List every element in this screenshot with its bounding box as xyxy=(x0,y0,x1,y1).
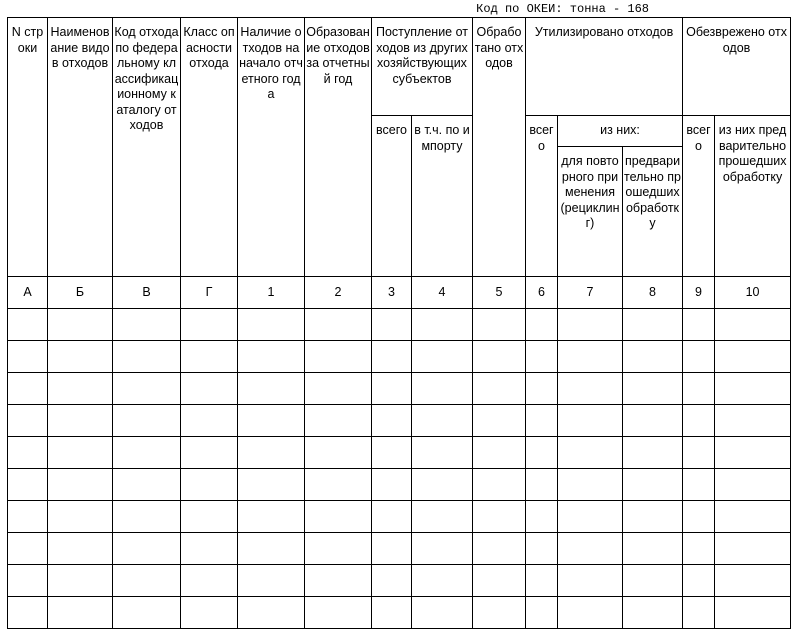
table-cell[interactable] xyxy=(238,437,305,469)
table-cell[interactable] xyxy=(526,437,558,469)
table-cell[interactable] xyxy=(372,341,412,373)
table-cell[interactable] xyxy=(113,437,181,469)
table-cell[interactable] xyxy=(238,373,305,405)
table-cell[interactable] xyxy=(683,437,715,469)
table-row xyxy=(8,501,791,533)
table-cell[interactable] xyxy=(238,309,305,341)
table-cell[interactable] xyxy=(623,533,683,565)
table-cell[interactable] xyxy=(238,565,305,597)
table-cell[interactable] xyxy=(181,309,238,341)
table-cell[interactable] xyxy=(48,405,113,437)
table-cell[interactable] xyxy=(305,597,372,629)
table-cell[interactable] xyxy=(683,533,715,565)
table-cell[interactable] xyxy=(473,565,526,597)
header-utilized-total: всего xyxy=(526,116,558,277)
table-cell[interactable] xyxy=(623,469,683,501)
table-cell[interactable] xyxy=(181,533,238,565)
column-number: 3 xyxy=(372,277,412,309)
table-cell[interactable] xyxy=(715,437,791,469)
table-cell[interactable] xyxy=(372,373,412,405)
table-cell[interactable] xyxy=(8,597,48,629)
table-cell[interactable] xyxy=(558,469,623,501)
table-cell[interactable] xyxy=(181,373,238,405)
column-number-row xyxy=(8,277,791,309)
table-cell[interactable] xyxy=(305,437,372,469)
column-number: 5 xyxy=(473,277,526,309)
table-row xyxy=(8,309,791,341)
table-cell[interactable] xyxy=(558,565,623,597)
table-cell[interactable] xyxy=(305,309,372,341)
table-cell[interactable] xyxy=(8,341,48,373)
table-cell[interactable] xyxy=(238,501,305,533)
column-number: Б xyxy=(48,277,113,309)
table-cell[interactable] xyxy=(558,309,623,341)
table-cell[interactable] xyxy=(558,373,623,405)
table-cell[interactable] xyxy=(8,469,48,501)
table-cell[interactable] xyxy=(558,597,623,629)
table-cell[interactable] xyxy=(372,437,412,469)
table-cell[interactable] xyxy=(683,341,715,373)
table-cell[interactable] xyxy=(305,405,372,437)
waste-report-table xyxy=(7,17,791,629)
table-cell[interactable] xyxy=(113,341,181,373)
table-cell[interactable] xyxy=(181,405,238,437)
table-cell[interactable] xyxy=(558,501,623,533)
table-row xyxy=(8,533,791,565)
table-cell[interactable] xyxy=(48,373,113,405)
column-number: 1 xyxy=(238,277,305,309)
table-cell[interactable] xyxy=(412,309,473,341)
column-number: 2 xyxy=(305,277,372,309)
table-cell[interactable] xyxy=(473,501,526,533)
header-utilized-of-which: из них: xyxy=(558,116,683,147)
table-cell[interactable] xyxy=(558,405,623,437)
table-cell[interactable] xyxy=(473,309,526,341)
table-cell[interactable] xyxy=(526,533,558,565)
header-received-import: в т.ч. по импорту xyxy=(412,116,473,277)
table-cell[interactable] xyxy=(623,373,683,405)
table-cell[interactable] xyxy=(48,501,113,533)
table-row xyxy=(8,597,791,629)
table-cell[interactable] xyxy=(305,341,372,373)
header-utilized-reuse: для повторного применения (рециклинг) xyxy=(558,147,623,277)
table-cell[interactable] xyxy=(412,405,473,437)
table-cell[interactable] xyxy=(412,373,473,405)
header-neutralized-total: всего xyxy=(683,116,715,277)
table-cell[interactable] xyxy=(238,533,305,565)
table-cell[interactable] xyxy=(372,469,412,501)
table-cell[interactable] xyxy=(8,565,48,597)
table-cell[interactable] xyxy=(48,309,113,341)
table-cell[interactable] xyxy=(48,341,113,373)
table-cell[interactable] xyxy=(473,437,526,469)
table-cell[interactable] xyxy=(623,565,683,597)
table-cell[interactable] xyxy=(305,373,372,405)
table-cell[interactable] xyxy=(48,565,113,597)
table-cell[interactable] xyxy=(412,469,473,501)
table-cell[interactable] xyxy=(683,501,715,533)
table-cell[interactable] xyxy=(412,533,473,565)
table-cell[interactable] xyxy=(113,469,181,501)
header-hazard-class: Класс опасности отхода xyxy=(181,18,238,277)
header-row-number: N строки xyxy=(8,18,48,277)
table-cell[interactable] xyxy=(305,501,372,533)
header-neutralized: Обезврежено отходов xyxy=(683,18,791,116)
table-cell[interactable] xyxy=(48,469,113,501)
table-cell[interactable] xyxy=(412,341,473,373)
table-cell[interactable] xyxy=(181,501,238,533)
table-cell[interactable] xyxy=(623,501,683,533)
table-cell[interactable] xyxy=(113,597,181,629)
table-cell[interactable] xyxy=(623,341,683,373)
table-cell[interactable] xyxy=(715,341,791,373)
table-cell[interactable] xyxy=(715,597,791,629)
table-cell[interactable] xyxy=(372,501,412,533)
table-cell[interactable] xyxy=(181,565,238,597)
table-row xyxy=(8,437,791,469)
table-cell[interactable] xyxy=(8,533,48,565)
table-cell[interactable] xyxy=(8,373,48,405)
table-cell[interactable] xyxy=(623,597,683,629)
table-row xyxy=(8,341,791,373)
table-cell[interactable] xyxy=(473,469,526,501)
table-row xyxy=(8,405,791,437)
table-cell[interactable] xyxy=(181,437,238,469)
table-cell[interactable] xyxy=(412,501,473,533)
table-cell[interactable] xyxy=(683,373,715,405)
column-number: Г xyxy=(181,277,238,309)
column-number: 9 xyxy=(683,277,715,309)
column-number: 7 xyxy=(558,277,623,309)
column-number: 6 xyxy=(526,277,558,309)
column-number: 4 xyxy=(412,277,473,309)
table-cell[interactable] xyxy=(181,341,238,373)
table-cell[interactable] xyxy=(473,533,526,565)
table-cell[interactable] xyxy=(683,405,715,437)
table-cell[interactable] xyxy=(473,373,526,405)
table-cell[interactable] xyxy=(48,597,113,629)
header-utilized-pretreated: предварительно прошедших обработку xyxy=(623,147,683,277)
table-cell[interactable] xyxy=(683,469,715,501)
table-cell[interactable] xyxy=(8,437,48,469)
table-cell[interactable] xyxy=(412,597,473,629)
table-cell[interactable] xyxy=(473,597,526,629)
table-cell[interactable] xyxy=(113,565,181,597)
table-cell[interactable] xyxy=(526,565,558,597)
table-cell[interactable] xyxy=(715,373,791,405)
table-cell[interactable] xyxy=(526,341,558,373)
table-cell[interactable] xyxy=(715,565,791,597)
table-cell[interactable] xyxy=(8,309,48,341)
table-cell[interactable] xyxy=(715,469,791,501)
table-cell[interactable] xyxy=(113,501,181,533)
table-cell[interactable] xyxy=(181,597,238,629)
column-number: А xyxy=(8,277,48,309)
table-cell[interactable] xyxy=(623,405,683,437)
table-cell[interactable] xyxy=(526,501,558,533)
table-cell[interactable] xyxy=(623,437,683,469)
data-rows xyxy=(8,309,791,629)
column-number: В xyxy=(113,277,181,309)
table-cell[interactable] xyxy=(683,309,715,341)
table-cell[interactable] xyxy=(238,341,305,373)
column-number: 8 xyxy=(623,277,683,309)
table-cell[interactable] xyxy=(526,373,558,405)
column-number: 10 xyxy=(715,277,791,309)
table-row xyxy=(8,373,791,405)
table-cell[interactable] xyxy=(558,341,623,373)
table-row xyxy=(8,565,791,597)
table-cell[interactable] xyxy=(683,565,715,597)
okei-unit-label: Код по ОКЕИ: тонна - 168 xyxy=(476,2,649,16)
header-fkko-code: Код отхода по федеральному классификационному каталогу отходов xyxy=(113,18,181,277)
header-waste-type-name: Наименование видов отходов xyxy=(48,18,113,277)
table-cell[interactable] xyxy=(558,533,623,565)
table-cell[interactable] xyxy=(526,309,558,341)
table-cell[interactable] xyxy=(473,405,526,437)
table-cell[interactable] xyxy=(113,533,181,565)
table-cell[interactable] xyxy=(8,501,48,533)
table-cell[interactable] xyxy=(412,437,473,469)
table-cell[interactable] xyxy=(715,309,791,341)
table-row xyxy=(8,469,791,501)
header-utilized: Утилизировано отходов xyxy=(526,18,683,116)
table-cell[interactable] xyxy=(412,565,473,597)
table-cell[interactable] xyxy=(238,405,305,437)
table-cell[interactable] xyxy=(372,309,412,341)
header-generated: Образование отходов за отчетный год xyxy=(305,18,372,277)
table-cell[interactable] xyxy=(8,405,48,437)
table-cell[interactable] xyxy=(48,437,113,469)
table-cell[interactable] xyxy=(526,597,558,629)
table-cell[interactable] xyxy=(372,533,412,565)
table-cell[interactable] xyxy=(526,405,558,437)
header-received-total: всего xyxy=(372,116,412,277)
table-cell[interactable] xyxy=(305,469,372,501)
table-cell[interactable] xyxy=(238,597,305,629)
header-received: Поступление отходов из других хозяйствующих субъектов xyxy=(372,18,473,116)
table-cell[interactable] xyxy=(238,469,305,501)
table-cell[interactable] xyxy=(113,309,181,341)
table-cell[interactable] xyxy=(372,597,412,629)
table-cell[interactable] xyxy=(113,405,181,437)
table-cell[interactable] xyxy=(372,405,412,437)
table-cell[interactable] xyxy=(305,565,372,597)
table-cell[interactable] xyxy=(473,341,526,373)
table-cell[interactable] xyxy=(113,373,181,405)
table-cell[interactable] xyxy=(715,501,791,533)
header-neutralized-pretreated: из них предварительно прошедших обработку xyxy=(715,116,791,277)
table-cell[interactable] xyxy=(526,469,558,501)
table-cell[interactable] xyxy=(715,405,791,437)
table-cell[interactable] xyxy=(683,597,715,629)
header-processed: Обработано отходов xyxy=(473,18,526,277)
table-cell[interactable] xyxy=(372,565,412,597)
table-cell[interactable] xyxy=(48,533,113,565)
table-cell[interactable] xyxy=(305,533,372,565)
table-cell[interactable] xyxy=(715,533,791,565)
table-cell[interactable] xyxy=(558,437,623,469)
table-cell[interactable] xyxy=(623,309,683,341)
header-opening-balance: Наличие отходов на начало отчетного года xyxy=(238,18,305,277)
table-cell[interactable] xyxy=(181,469,238,501)
